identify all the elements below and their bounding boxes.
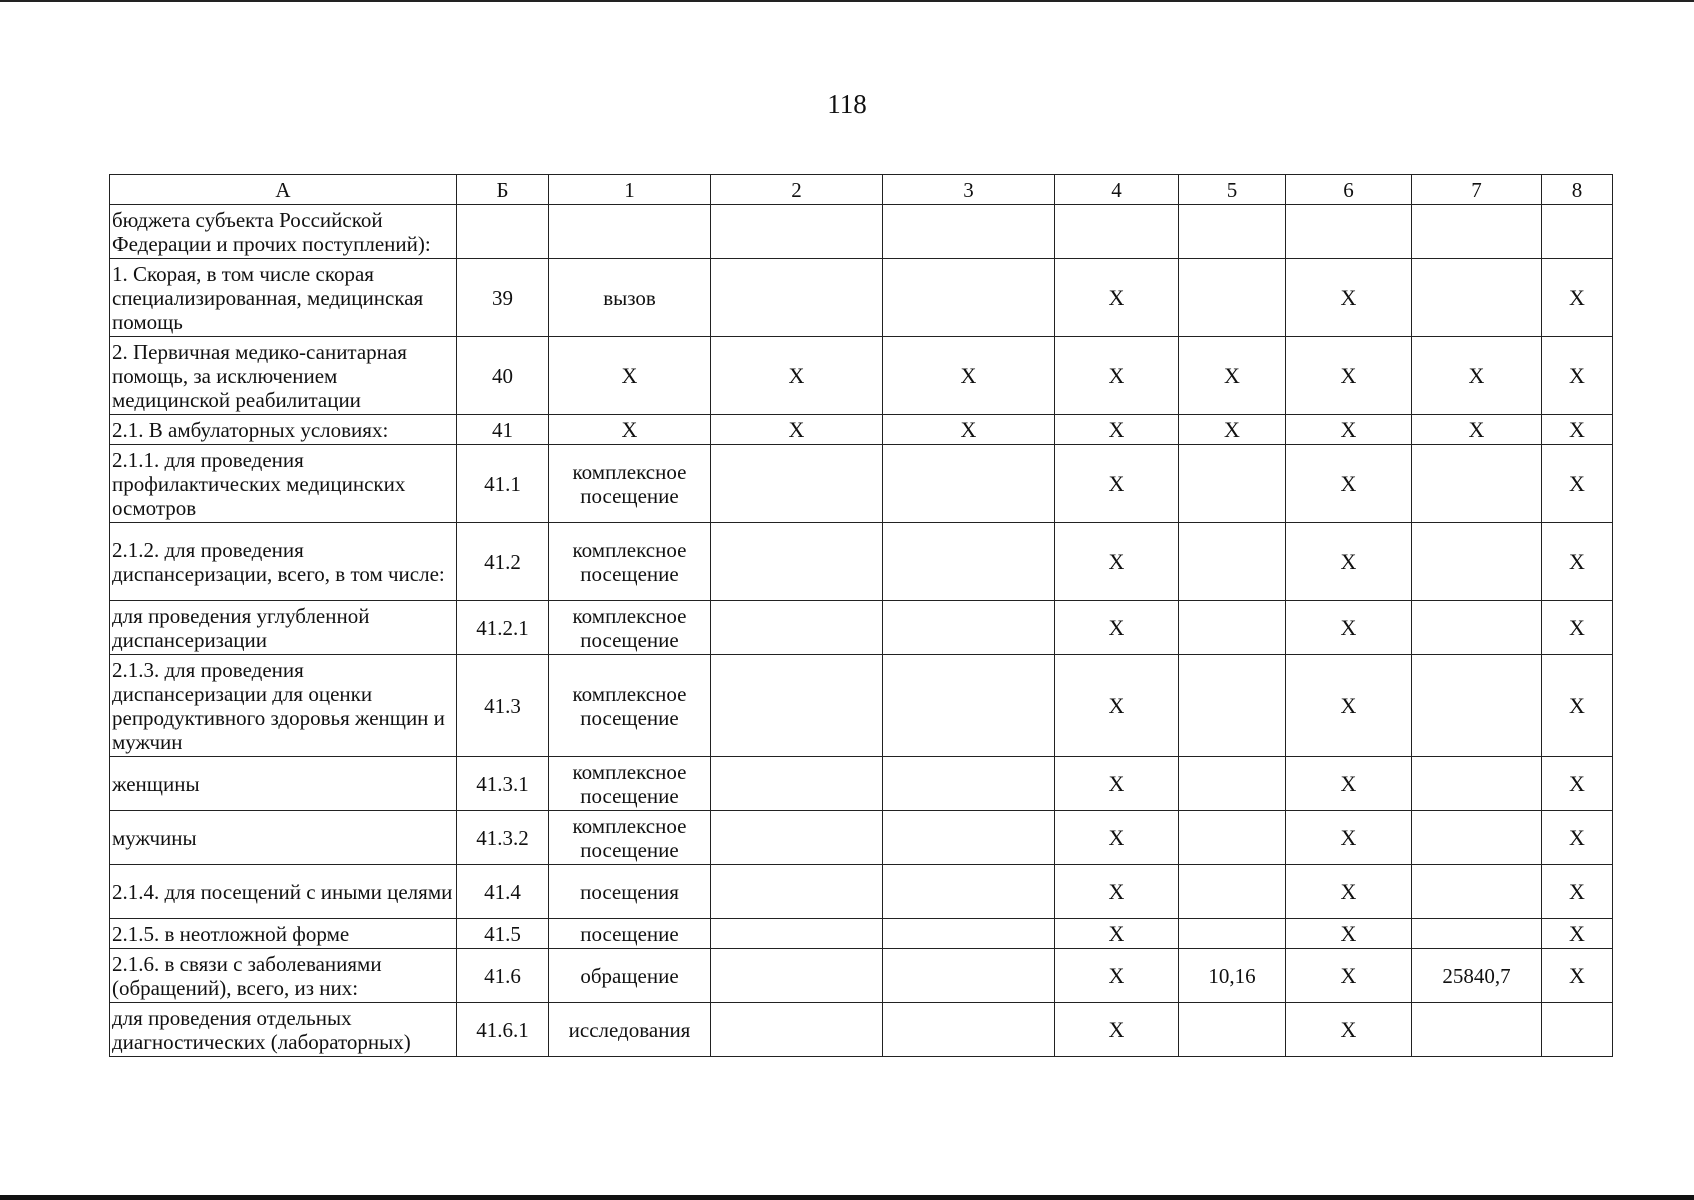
table-cell-col7: [1412, 445, 1542, 523]
table-cell-col4: X: [1055, 655, 1179, 757]
table-cell-col6: X: [1286, 259, 1412, 337]
table-cell-col5: 10,16: [1179, 949, 1286, 1003]
table-cell-col4: X: [1055, 865, 1179, 919]
data-table: [109, 174, 1613, 1057]
column-header-3: 3: [883, 175, 1055, 205]
table-cell-col7: [1412, 655, 1542, 757]
table-cell-col3: X: [883, 337, 1055, 415]
table-cell-b: 41.6: [457, 949, 549, 1003]
table-cell-col7: [1412, 757, 1542, 811]
table-cell-col7: [1412, 259, 1542, 337]
table-cell-b: 41.4: [457, 865, 549, 919]
table-cell-col4: X: [1055, 919, 1179, 949]
table-cell-col2: [711, 205, 883, 259]
table-cell-col6: X: [1286, 1003, 1412, 1057]
column-header-a: А: [110, 175, 457, 205]
table-cell-a: 2.1. В амбулаторных условиях:: [110, 415, 457, 445]
table-cell-col6: [1286, 205, 1412, 259]
table-cell-col2: [711, 523, 883, 601]
table-cell-a: 1. Скорая, в том числе скорая специализированная, медицинская помощь: [110, 259, 457, 337]
table-cell-col1: комплексное посещение: [549, 445, 711, 523]
table-cell-col3: [883, 601, 1055, 655]
table-cell-col7: X: [1412, 415, 1542, 445]
table-cell-col8: X: [1542, 865, 1613, 919]
table-cell-col5: [1179, 757, 1286, 811]
table-cell-b: 41.1: [457, 445, 549, 523]
table-cell-a: 2.1.3. для проведения диспансеризации для оценки репродуктивного здоровья женщин и мужчин: [110, 655, 457, 757]
table-cell-col6: X: [1286, 523, 1412, 601]
table-cell-col6: X: [1286, 445, 1412, 523]
table-cell-col5: X: [1179, 415, 1286, 445]
table-cell-col8: X: [1542, 445, 1613, 523]
table-row: [110, 205, 1613, 259]
column-header-2: 2: [711, 175, 883, 205]
table-cell-col4: X: [1055, 259, 1179, 337]
column-header-4: 4: [1055, 175, 1179, 205]
table-cell-col1: комплексное посещение: [549, 601, 711, 655]
table-cell-col4: X: [1055, 523, 1179, 601]
table-cell-a: для проведения углубленной диспансеризации: [110, 601, 457, 655]
table-cell-a: 2. Первичная медико-санитарная помощь, за исключением медицинской реабилитации: [110, 337, 457, 415]
table-cell-col1: X: [549, 337, 711, 415]
table-cell-b: 41.3.2: [457, 811, 549, 865]
table-cell-b: 41.3.1: [457, 757, 549, 811]
table-cell-col5: [1179, 811, 1286, 865]
table-cell-col6: X: [1286, 757, 1412, 811]
table-cell-col7: X: [1412, 337, 1542, 415]
table-cell-col1: посещения: [549, 865, 711, 919]
table-row: [110, 1003, 1613, 1057]
column-header-7: 7: [1412, 175, 1542, 205]
table-cell-col5: [1179, 205, 1286, 259]
table-cell-col4: [1055, 205, 1179, 259]
table-cell-b: 41.5: [457, 919, 549, 949]
table-cell-col2: [711, 445, 883, 523]
table-cell-col4: X: [1055, 1003, 1179, 1057]
table-cell-col7: [1412, 811, 1542, 865]
table-cell-col8: X: [1542, 415, 1613, 445]
table-cell-col6: X: [1286, 337, 1412, 415]
table-cell-col7: [1412, 865, 1542, 919]
table-cell-col3: [883, 811, 1055, 865]
table-cell-b: [457, 205, 549, 259]
table-cell-col4: X: [1055, 445, 1179, 523]
table-row: [110, 757, 1613, 811]
table-cell-a: 2.1.4. для посещений с иными целями: [110, 865, 457, 919]
table-cell-a: бюджета субъекта Российской Федерации и прочих поступлений):: [110, 205, 457, 259]
table-cell-col3: [883, 205, 1055, 259]
table-cell-col3: [883, 445, 1055, 523]
column-header-1: 1: [549, 175, 711, 205]
table-cell-col1: [549, 205, 711, 259]
table-cell-col7: [1412, 523, 1542, 601]
table-cell-col5: [1179, 1003, 1286, 1057]
table-cell-col5: [1179, 523, 1286, 601]
table-cell-col1: комплексное посещение: [549, 655, 711, 757]
table-cell-a: женщины: [110, 757, 457, 811]
table-cell-a: 2.1.2. для проведения диспансеризации, всего, в том числе:: [110, 523, 457, 601]
table-cell-col6: X: [1286, 601, 1412, 655]
table-header: [110, 175, 1613, 205]
table-cell-col5: X: [1179, 337, 1286, 415]
page-number: 118: [827, 89, 867, 119]
table-row: [110, 523, 1613, 601]
table-cell-col3: [883, 757, 1055, 811]
table-cell-col2: [711, 865, 883, 919]
table-cell-a: для проведения отдельных диагностических (лабораторных): [110, 1003, 457, 1057]
scan-edge-bottom: [0, 1195, 1694, 1200]
table-cell-col8: X: [1542, 919, 1613, 949]
table-cell-col7: [1412, 601, 1542, 655]
table-cell-a: 2.1.5. в неотложной форме: [110, 919, 457, 949]
table-cell-b: 41.6.1: [457, 1003, 549, 1057]
table-row: [110, 919, 1613, 949]
table-cell-col2: [711, 919, 883, 949]
table-cell-col8: [1542, 1003, 1613, 1057]
table-cell-col2: [711, 949, 883, 1003]
table-cell-col6: X: [1286, 655, 1412, 757]
table-cell-col1: комплексное посещение: [549, 757, 711, 811]
table-cell-col1: X: [549, 415, 711, 445]
table-cell-a: мужчины: [110, 811, 457, 865]
table-cell-col2: X: [711, 337, 883, 415]
table-cell-col7: [1412, 919, 1542, 949]
table-cell-col3: X: [883, 415, 1055, 445]
column-header-6: 6: [1286, 175, 1412, 205]
table-cell-col3: [883, 655, 1055, 757]
table-cell-col6: X: [1286, 811, 1412, 865]
table-cell-col4: X: [1055, 949, 1179, 1003]
table-cell-col6: X: [1286, 415, 1412, 445]
table-cell-col4: X: [1055, 601, 1179, 655]
table-cell-col8: X: [1542, 523, 1613, 601]
table-cell-col2: X: [711, 415, 883, 445]
table-cell-col6: X: [1286, 865, 1412, 919]
table-cell-b: 41.2.1: [457, 601, 549, 655]
table-row: [110, 445, 1613, 523]
table-cell-col3: [883, 865, 1055, 919]
table-cell-col6: X: [1286, 949, 1412, 1003]
table-cell-col4: X: [1055, 757, 1179, 811]
table-cell-col3: [883, 949, 1055, 1003]
table-cell-col8: X: [1542, 949, 1613, 1003]
table-cell-col4: X: [1055, 415, 1179, 445]
table-cell-col5: [1179, 865, 1286, 919]
table-cell-col1: вызов: [549, 259, 711, 337]
table-cell-col1: исследования: [549, 1003, 711, 1057]
table-cell-col8: X: [1542, 259, 1613, 337]
table-cell-col2: [711, 811, 883, 865]
table-cell-col3: [883, 523, 1055, 601]
table-cell-col5: [1179, 445, 1286, 523]
table-row: [110, 811, 1613, 865]
table-cell-col5: [1179, 601, 1286, 655]
table-row: [110, 601, 1613, 655]
table-cell-col6: X: [1286, 919, 1412, 949]
table-cell-b: 41: [457, 415, 549, 445]
table-cell-col5: [1179, 259, 1286, 337]
table-cell-col2: [711, 601, 883, 655]
table-cell-col1: комплексное посещение: [549, 811, 711, 865]
table-cell-col7: 25840,7: [1412, 949, 1542, 1003]
table-cell-col7: [1412, 205, 1542, 259]
table-cell-col2: [711, 655, 883, 757]
scan-edge-top: [0, 0, 1694, 2]
column-header-5: 5: [1179, 175, 1286, 205]
table-row: [110, 415, 1613, 445]
table-cell-a: 2.1.6. в связи с заболеваниями (обращений), всего, из них:: [110, 949, 457, 1003]
table-cell-col2: [711, 259, 883, 337]
table-cell-b: 41.2: [457, 523, 549, 601]
table-cell-col1: посещение: [549, 919, 711, 949]
table-cell-col8: X: [1542, 811, 1613, 865]
table-cell-col4: X: [1055, 337, 1179, 415]
table-row: [110, 949, 1613, 1003]
table-cell-col2: [711, 1003, 883, 1057]
table-row: [110, 865, 1613, 919]
table-cell-b: 39: [457, 259, 549, 337]
table-row: [110, 259, 1613, 337]
table-cell-col7: [1412, 1003, 1542, 1057]
table-cell-col4: X: [1055, 811, 1179, 865]
table-cell-col5: [1179, 655, 1286, 757]
table-cell-col3: [883, 919, 1055, 949]
table-cell-a: 2.1.1. для проведения профилактических медицинских осмотров: [110, 445, 457, 523]
table-cell-b: 41.3: [457, 655, 549, 757]
table-cell-col8: [1542, 205, 1613, 259]
column-header-8: 8: [1542, 175, 1613, 205]
table-cell-col1: комплексное посещение: [549, 523, 711, 601]
table-row: [110, 655, 1613, 757]
header-row: [110, 175, 1613, 205]
table-row: [110, 337, 1613, 415]
table-cell-col3: [883, 1003, 1055, 1057]
table-cell-col2: [711, 757, 883, 811]
table-cell-col3: [883, 259, 1055, 337]
table-cell-col1: обращение: [549, 949, 711, 1003]
table-body: [110, 205, 1613, 1057]
table-cell-col8: X: [1542, 757, 1613, 811]
table-cell-col8: X: [1542, 337, 1613, 415]
table-cell-b: 40: [457, 337, 549, 415]
column-header-b: Б: [457, 175, 549, 205]
table-cell-col8: X: [1542, 601, 1613, 655]
table-cell-col8: X: [1542, 655, 1613, 757]
table-cell-col5: [1179, 919, 1286, 949]
